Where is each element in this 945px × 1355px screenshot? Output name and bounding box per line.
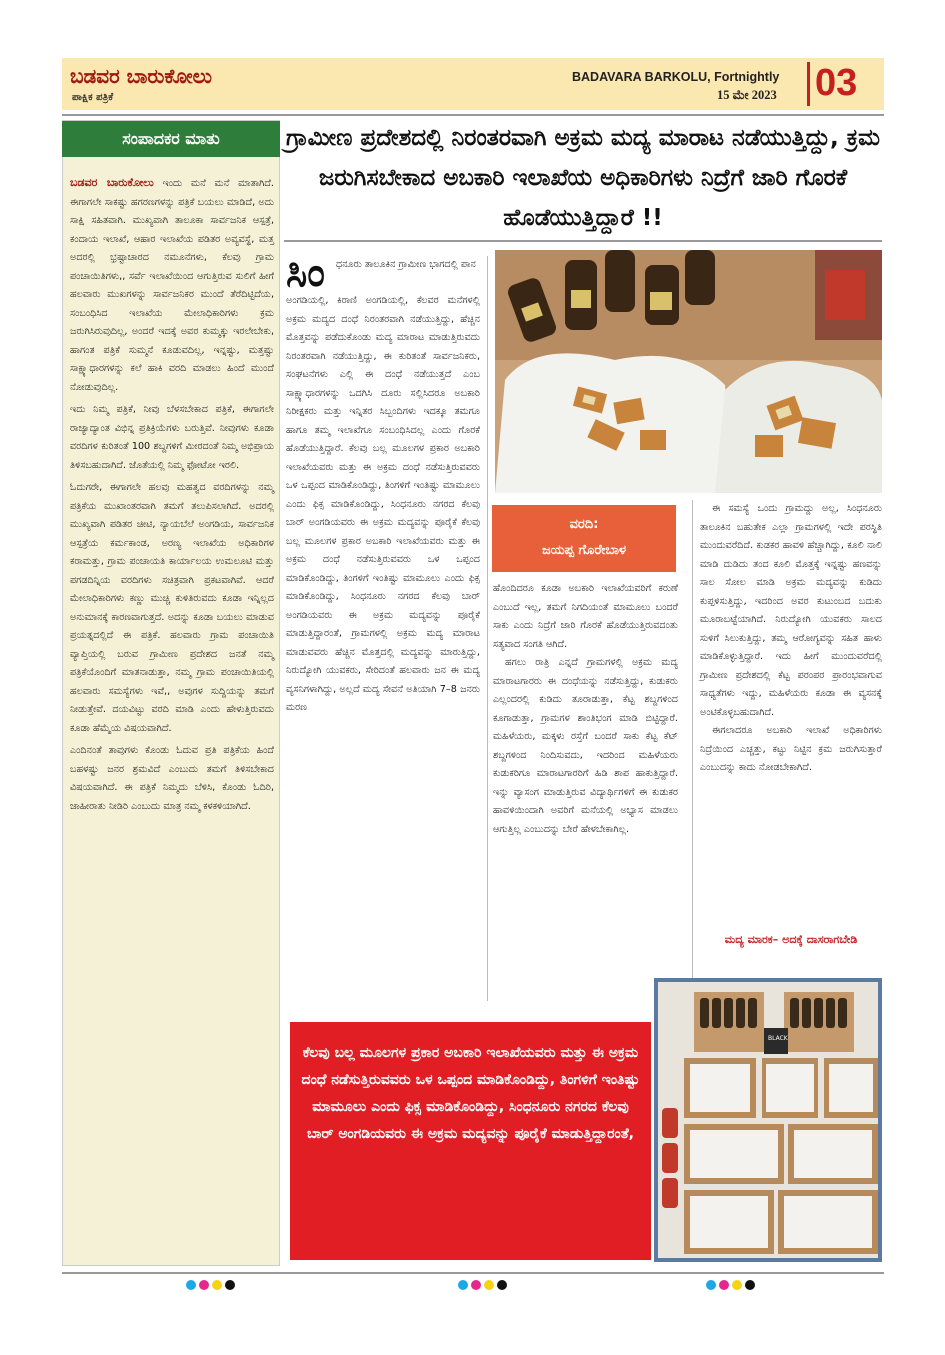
registration-dots-left	[186, 1280, 235, 1290]
registration-dot	[458, 1280, 468, 1290]
registration-dots-center	[458, 1280, 507, 1290]
article-headline: ಗ್ರಾಮೀಣ ಪ್ರದೇಶದಲ್ಲಿ ನಿರಂತರವಾಗಿ ಅಕ್ರಮ ಮದ್ಯ ಮಾರಾಟ ನಡೆಯುತ್ತಿದ್ದು, ಕ್ರಮ ಜರುಗಿಸಬೇಕಾದ ಅಬಕಾರಿ ಇಲಾಖೆಯ ಅಧಿಕಾರಿಗಳು ನಿದ್ರೆಗೆ ಜಾರಿ ಗೊರಕೆ ಹೊಡೆಯುತ್ತಿದ್ದಾರೆ !!	[286, 125, 880, 231]
article-column-3	[700, 500, 882, 778]
top-rule	[62, 114, 884, 116]
drop-cap: ಸಿಂ	[286, 250, 325, 296]
registration-dot	[497, 1280, 507, 1290]
article-paragraph: ಈಗಲಾದರೂ ಅಬಕಾರಿ ಇಲಾಖೆ ಅಧಿಕಾರಿಗಳು ನಿದ್ರೆಯಿಂದ ಎಚ್ಚತ್ತು, ಕಟ್ಟು ನಿಟ್ಟಿನ ಕ್ರಮ ಜರುಗಿಸುತ್ತಾರೆ ಎಂಬುದನ್ನು ಕಾದು ನೋಡಬೇಕಾಗಿದೆ.	[700, 725, 882, 773]
registration-dot	[186, 1280, 196, 1290]
page-number: 03	[815, 62, 858, 104]
registration-dot	[706, 1280, 716, 1290]
registration-dot	[719, 1280, 729, 1290]
registration-dot	[212, 1280, 222, 1290]
box-label: BLACK	[768, 1035, 788, 1042]
registration-dot	[225, 1280, 235, 1290]
seized-boxes-photo	[654, 978, 882, 1262]
seized-boxes-image	[654, 978, 882, 1262]
byline-box	[492, 505, 676, 572]
registration-dot	[199, 1280, 209, 1290]
headline-rule	[284, 240, 882, 242]
byline-label: ವರದಿ:	[569, 517, 599, 532]
article-paragraph: ಈ ಸಮಸ್ಯೆ ಒಂದು ಗ್ರಾಮದ್ದು ಅಲ್ಲ, ಸಿಂಧನೂರು ತಾಲೂಕಿನ ಬಹುತೇಕ ಎಲ್ಲಾ ಗ್ರಾಮಗಳಲ್ಲಿ ಇದೇ ಪರಸ್ಥಿತಿ ಮುಂದುವರೆದಿದೆ. ಕುಡಕರ ಹಾವಳಿ ಹೆಚ್ಚಾಗಿದ್ದು, ಕೂಲಿ ನಾಲಿ ಮಾಡಿ ದುಡಿದು ತಂದ ಕೂಲಿ ಮೊತ್ತಕ್ಕೆ ಇನ್ನಷ್ಟು ಹಣವನ್ನು ಸಾಲ ಸೋಲ ಮಾಡಿ ಅಕ್ರಮ ಮದ್ಯವನ್ನು ಕುಡಿದು ಕುಪ್ಪಳಿಸುತ್ತಿದ್ದು, ಇದರಿಂದ ಅವರ ಕುಟುಂಬದ ಬದುಕು ಮೂರಾಬಟ್ಟೆಯಾಗಿದೆ. ನಿರುದ್ಯೋಗಿ ಯುವಕರು ಸಾಲದ ಸುಳಿಗೆ ಸಿಲುಕುತ್ತಿದ್ದು, ತಮ್ಮ ಆರೋಗ್ಯವನ್ನು ಸಹಿತ ಹಾಳು ಮಾಡಿಕೊಳ್ಳುತ್ತಿದ್ದಾರೆ. ಇದು ಹೀಗೆ ಮುಂದುವರೆದಲ್ಲಿ ಗ್ರಾಮೀಣ ಪ್ರದೇಶದಲ್ಲಿ ಕೆಟ್ಟ ಪರಂಪರ ಪ್ರಾರಂಭವಾಗುವ ಸಾಧ್ಯತೆಗಳು ಇದ್ದು, ಮಹಿಳೆಯರು ಕೂಡಾ ಈ ವ್ಯಸನಕ್ಕೆ ಅಂಟಿಕೊಳ್ಳಬಹುದಾಗಿದೆ.	[700, 503, 882, 718]
bottom-rule	[62, 1272, 884, 1274]
seized-liquor-photo	[495, 250, 882, 493]
seized-liquor-image	[495, 250, 882, 493]
editorial-paragraph: ಎಂದಿನಂತೆ ತಾವುಗಳು ಕೊಂಡು ಓದುವ ಪ್ರತಿ ಪತ್ರಿಕೆಯ ಹಿಂದೆ ಬಹಳಷ್ಟು ಜನರ ಶ್ರಮವಿದೆ ಎಂಬುದು ತಮಗೆ ತಿಳಿಸಬೇಕಾದ ವಿಷಯವಾಗಿದೆ. ಈ ಪತ್ರಿಕೆ ನಿಮ್ಮದು ಬೆಳಿಸಿ, ಕೊಂಡು ಓದಿರಿ, ಜಾಹೀರಾತು ನೀಡಿರಿ ಎಂಬುದು ಮಾತ್ರ ನಮ್ಮ ಕಳಕಳಿಯಾಗಿದೆ.	[70, 745, 274, 812]
registration-dots-right	[706, 1280, 755, 1290]
article-paragraph: ಹೊಂದಿದರೂ ಕೂಡಾ ಅಬಕಾರಿ ಇಲಾಖೆಯವರಿಗೆ ಕರುಣೆ ಎಂಬುದೆ ಇಲ್ಲ, ತಮಗೆ ನಿಗದಿಯಂತೆ ಮಾಮೂಲು ಬಂದರೆ ಸಾಕು ಎಂದು ನಿದ್ರೆಗೆ ಜಾರಿ ಗೊರಕೆ ಹೊಡೆಯುತ್ತಿರುವದಂತು ಸತ್ಯವಾದ ಸಂಗತಿ ಆಗಿದೆ.	[493, 583, 678, 650]
issue-date: 15 ಮೇ 2023	[717, 88, 777, 102]
newspaper-english-name: BADAVARA BARKOLU, Fortnightly	[572, 70, 780, 84]
article-column-1: ಅಂಗಡಿಯಲ್ಲಿ, ಕಿರಾಣಿ ಅಂಗಡಿಯಲ್ಲಿ, ಕೆಲವರ ಮನೆಗಳಲ್ಲಿ ಅಕ್ರಮ ಮದ್ಯದ ದಂಧೆ ನಿರಂತರವಾಗಿ ನಡೆಯುತ್ತಿದ್ದು, ಹೆಚ್ಚಿನ ಮೊತ್ತವನ್ನು ಪಡೆದುಕೊಂಡು ಮದ್ಯ ಮಾರಾಟ ಮಾಡುತ್ತಿರುವದು ನಿರಂತರವಾಗಿ ನಡೆಯುತ್ತಿದ್ದು, ಈ ಕುರಿತಂತೆ ಸಾರ್ವಜನಿಕರು, ಸಂಘಟನೆಗಳು ಎಲ್ಲಿ ಈ ದಂಧೆ ನಡೆಯುತ್ತದೆ ಎಂಬ ಸಾಕ್ಷ್ಯಾಧಾರಗಳನ್ನು ಒದಗಿಸಿ ದೂರು ಸಲ್ಲಿಸಿದರೂ ಅಬಕಾರಿ ನಿರೀಕ್ಷಕರು ಮತ್ತು ಇನ್ನಿತರ ಸಿಬ್ಬಂದಿಗಳು ಇದಕ್ಕೂ ತಮಗೂ ಹಾಗೂ ತಮ್ಮ ಇಲಾಖೆಗೂ ಸಂಬಂಧಿಸಿದಲ್ಲ ಎಂದು ಗೊರಕೆ ಹೊಡೆಯುತ್ತಿದ್ದಾರೆ. ಕೆಲವು ಬಲ್ಲ ಮೂಲಗಳ ಪ್ರಕಾರ ಅಬಕಾರಿ ಇಲಾಖೆಯವರು ಮತ್ತು ಈ ಅಕ್ರಮ ದಂಧೆ ನಡೆಸುತ್ತಿರುವವರು ಒಳ ಒಪ್ಪಂದ ಮಾಡಿಕೊಂಡಿದ್ದು, ತಿಂಗಳಿಗೆ ಇಂತಿಷ್ಟು ಮಾಮೂಲು ಎಂದು ಫಿಕ್ಸ ಮಾಡಿಕೊಂಡಿದ್ದು, ಸಿಂಧನೂರು ನಗರದ ಕೆಲವು ಬಾರ್ ಅಂಗಡಿಯವರು ಈ ಅಕ್ರಮ ಮದ್ಯವನ್ನು ಪೂರೈಕೆ ಕೆಲವು ಬಲ್ಲ ಮೂಲಗಳ ಪ್ರಕಾರ ಅಬಕಾರಿ ಇಲಾಖೆಯವರು ಮತ್ತು ಈ ಅಕ್ರಮ ದಂಧೆ ನಡೆಸುತ್ತಿರುವವರು ಒಳ ಒಪ್ಪಂದ ಮಾಡಿಕೊಂಡಿದ್ದು, ತಿಂಗಳಿಗೆ ಇಂತಿಷ್ಟು ಮಾಮೂಲು ಎಂದು ಫಿಕ್ಸ ಮಾಡಿಕೊಂಡಿದ್ದು, ಸಿಂಧನೂರು ನಗರದ ಕೆಲವು ಬಾರ್ ಅಂಗಡಿಯವರು ಈ ಅಕ್ರಮ ಮದ್ಯವನ್ನು ಪೂರೈಕೆ ಮಾಡುತ್ತಿದ್ದಾರಂತೆ, ಗ್ರಾಮಗಳಲ್ಲಿ ಅಕ್ರಮ ಮದ್ಯ ಮಾರಾಟ ಮಾಡುವವರು ಹೆಚ್ಚಿನ ಮೊತ್ತದಲ್ಲಿ ಮದ್ಯವನ್ನು ಮಾರುತ್ತಿದ್ದು, ನಿರುದ್ಯೋಗಿ ಯುವಕರು, ಸೇರಿದಂತೆ ಹಲವಾರು ಜನ ಈ ಮದ್ಯ ವ್ಯಸನಿಗಳಾಗಿದ್ದು, ಅಲ್ಲದೆ ಮದ್ಯ ಸೇವನೆ ಅತಿಯಾಗಿ 7–8 ಜನರು ಮರಣ	[286, 295, 480, 713]
editorial-lead: ಬಡವರ ಬಾರುಕೋಲು	[70, 176, 154, 189]
article-column-1-top: ಧನೂರು ತಾಲೂಕಿನ ಗ್ರಾಮೀಣ ಭಾಗದಲ್ಲಿ ಪಾನ	[336, 259, 476, 270]
editorial-text	[70, 174, 274, 820]
registration-dot	[484, 1280, 494, 1290]
pullquote-text: ಕೆಲವು ಬಲ್ಲ ಮೂಲಗಳ ಪ್ರಕಾರ ಅಬಕಾರಿ ಇಲಾಖೆಯವರು ಮತ್ತು ಈ ಅಕ್ರಮ ದಂಧೆ ನಡೆಸುತ್ತಿರುವವರು ಒಳ ಒಪ್ಪಂದ ಮಾಡಿಕೊಂಡಿದ್ದು, ತಿಂಗಳಿಗೆ ಇಂತಿಷ್ಟು ಮಾಮೂಲು ಎಂದು ಫಿಕ್ಸ ಮಾಡಿಕೊಂಡಿದ್ದು, ಸಿಂಧನೂರು ನಗರದ ಕೆಲವು ಬಾರ್ ಅಂಗಡಿಯವರು ಈ ಅಕ್ರಮ ಮದ್ಯವನ್ನು ಪೂರೈಕೆ ಮಾಡುತ್ತಿದ್ದಾರಂತೆ,	[301, 1045, 640, 1142]
newspaper-subtitle: ಪಾಕ್ಷಿಕ ಪತ್ರಿಕೆ	[72, 92, 114, 103]
column-rule	[487, 256, 488, 1001]
byline-name: ಜಯಪ್ಪ ಗೊರೇಬಾಳ	[541, 543, 627, 558]
article-paragraph: ಹಗಲು ರಾತ್ರಿ ಎನ್ನದೆ ಗ್ರಾಮಗಳಲ್ಲಿ ಅಕ್ರಮ ಮದ್ಯ ಮಾರಾಟಗಾರರು ಈ ದಂಧೆಯನ್ನು ನಡೆಸುತ್ತಿದ್ದು, ಕುಡುಕರು ಎಲ್ಲಂದರಲ್ಲಿ ಕುಡಿದು ತೂರಾಡುತ್ತಾ, ಕೆಟ್ಟ ಶಬ್ದಗಳಿಂದ ಕೂಗಾಡುತ್ತಾ, ಗ್ರಾಮಗಳ ಶಾಂತಿಭಂಗ ಮಾಡಿ ಬಿಟ್ಟಿದ್ದಾರೆ. ಮಹಿಳೆಯರು, ಮಕ್ಕಳು ರಸ್ತೆಗೆ ಬಂದರೆ ಸಾಕು ಕೆಟ್ಟ ಕೆಟ್ ಶಬ್ದಗಳಿಂದ ನಿಂದಿಸುವದು, ಇದರಿಂದ ಮಹಿಳೆಯರು ಕುಡುಕರಿಗೂ ಮಾರಾಟಗಾರರಿಗೆ ಹಿಡಿ ಶಾಪ ಹಾಕುತ್ತಿದ್ದಾರೆ. ಇನ್ನು ವ್ಯಾಸಂಗ ಮಾಡುತ್ತಿರುವ ವಿದ್ಯಾರ್ಥಿಗಳಿಗೆ ಈ ಕುಡುಕರ ಹಾವಳಿಯಿಂದಾಗಿ ಅವರಿಗೆ ಮನೆಯಲ್ಲಿ ಅಭ್ಯಾಸ ಮಾಡಲು ಆಗುತ್ತಿಲ್ಲ ಎಂಬುದನ್ನು ಬೇರೆ ಹೇಳಬೇಕಾಗಿಲ್ಲ.	[493, 657, 678, 835]
editorial-paragraph: ಇದು ನಿಮ್ಮ ಪತ್ರಿಕೆ, ನೀವು ಬೆಳಸಬೇಕಾದ ಪತ್ರಿಕೆ, ಈಗಾಗಲೇ ರಾಜ್ಯಾದ್ಯಾಂತ ವಿಭಿನ್ನ ಪ್ರತಿಕ್ರಿಯೆಗಳು ಬರುತ್ತಿವೆ. ನೀವುಗಳು ಕೂಡಾ ವರದಿಗಳ ಕುರಿತಂತೆ 100 ಶಬ್ದಗಳಿಗೆ ಮೀರದಂತೆ ನಿಮ್ಮ ಅಭಿಪ್ರಾಯ ತಿಳಿಸಬಹುದಾಗಿದೆ. ಜೊತೆಯಲ್ಲಿ ನಿಮ್ಮ ಫೋಟೋ ಇರಲಿ.	[70, 404, 274, 471]
registration-dot	[745, 1280, 755, 1290]
newspaper-title: ಬಡವರ ಬಾರುಕೋಲು	[70, 64, 212, 88]
editorial-paragraph: ಓದುಗರೇ, ಈಗಾಗಲೇ ಹಲವು ಮಹತ್ವದ ವರದಿಗಳನ್ನು ನಮ್ಮ ಪತ್ರಿಕೆಯ ಮುಖಾಂತರವಾಗಿ ತಮಗೆ ತಲುಪಿಸಲಾಗಿದೆ. ಅದರಲ್ಲಿ ಮುಖ್ಯವಾಗಿ ಪಡಿತರ ಚೀಟಿ, ನ್ಯಾಯಬೆಲೆ ಅಂಗಡಿಯ, ಸಾರ್ವಜನಿಕ ಆಸ್ಪತ್ರೆಯ ಕರ್ಮಕಾಂಡ, ಅರಣ್ಯ ಇಲಾಖೆಯ ಅಧಿಕಾರಿಗಳ ಕರಾಮತ್ತು, ಗ್ರಾಮ ಪಂಚಾಯತಿ ಕಾರ್ಯಾಲಯ ಉಮಲೂಟಿ ಮತ್ತು ಪಗಡದಿನ್ನಿಯ ವರದಿಗಳು ಸಚಿತ್ರವಾಗಿ ಪ್ರಕಟವಾಗಿವೆ. ಆದರೆ ಮೇಲಾಧಿಕಾರಿಗಳು ಕಣ್ಣು ಮುಚ್ಚಿ ಕುಳಿತಿರುವದು ಕೂಡಾ ಇನ್ನಿಲ್ಲದ ಅನುಮಾನಕ್ಕೆ ಕಾರಣವಾಗುತ್ತದೆ. ಅದನ್ನು ಕೂಡಾ ಬಯಲು ಮಾಡುವ ಪ್ರಯತ್ನದಲ್ಲಿದೆ ಈ ಪತ್ರಿಕೆ. ಹಲವಾರು ಗ್ರಾಮ ಪಂಚಾಯಿತಿ ವ್ಯಾಪ್ತಿಯಲ್ಲಿ ಬರುವ ಗ್ರಾಮೀಣ ಪ್ರದೇಶದ ಜನತೆ ನಮ್ಮ ಪತ್ರಿಕೆಯೊಂದಿಗೆ ಮಾತನಾಡುತ್ತಾ, ನಮ್ಮ ಗ್ರಾಮ ಪಂಚಾಯಿತಿಯಲ್ಲಿ ಹಲವಾರು ಸಮಸ್ಯೆಗಳು ಇವೆ,, ಅವುಗಳ ಸುದ್ದಿಯನ್ನು ತಮಗೆ ನೀಡುತ್ತೇವೆ. ದಯವಿಟ್ಟು ವರದಿ ಮಾಡಿ ಎಂದು ಹೇಳುತ್ತಿರುವದು ಕೂಡಾ ಹೆಮ್ಮೆಯ ವಿಷಯವಾಗಿದೆ.	[70, 482, 274, 734]
masthead-divider	[807, 62, 810, 106]
column-rule	[692, 500, 693, 990]
article-signoff: ಮದ್ಯ ಮಾರಕ– ಅದಕ್ಕೆ ದಾಸರಾಗಬೇಡಿ	[724, 933, 858, 946]
registration-dot	[732, 1280, 742, 1290]
registration-dot	[471, 1280, 481, 1290]
editorial-paragraph: ಇಂದು ಮನೆ ಮನೆ ಮಾತಾಗಿದೆ. ಈಗಾಗಲೇ ಸಾಕಷ್ಟು ಹಗರಣಗಳನ್ನು ಪತ್ರಿಕೆ ಬಯಲು ಮಾಡಿದೆ, ಅದು ಸಾಕ್ಷಿ ಸಹಿತವಾಗಿ. ಮುಖ್ಯವಾಗಿ ತಾಲೂಕಾ ಸಾರ್ವಜನಿಕ ಆಸ್ಪತ್ರೆ, ಕಂದಾಯ ಇಲಾಖೆ, ಆಹಾರ ಇಲಾಖೆಯ ಪಡಿತರ ಅವ್ಯವಸ್ಥೆ, ಮತ್ತ ಅದರಲ್ಲಿ ಭ್ರಷ್ಟಾಚಾರದ ನಮೂನೆಗಳು, ಕೆಲವು ಗ್ರಾಮ ಪಂಚಾಯಿತಿಗಳು,, ಸರ್ವೆ ಇಲಾಖೆಯಿಂದ ಆಗುತ್ತಿರುವ ಸುಲಿಗೆ ಹೀಗೆ ಹಲವಾರು ಮುಖಗಳನ್ನು ಸಾರ್ವಜನಿಕರ ಮುಂದೆ ತೆರೆದಿಟ್ಟಿದೆಯ, ಸಂಬಂಧಿಸಿದ ಇಲಾಖೆಯ ಮೇಲಾಧಿಕಾರಿಗಳು ಕ್ರಮ ಜರುಗಿಸಿರುವುದಿಲ್ಲ, ಅಂದರೆ ಇದಕ್ಕೆ ಅವರ ಕುಮ್ಮಕ್ಕು ಇರಲೇಬೇಕು, ಹಾಗಂತ ಪತ್ರಿಕೆ ಸುಮ್ಮನೆ ಕೂಡುವದಿಲ್ಲ, ಇನ್ನಷ್ಟು, ಮತ್ತಷ್ಟು ಸಾಕ್ಷ್ಯಾಧಾರಗಳನ್ನು ಕಲೆ ಹಾಕಿ ವರದಿ ಮಾಡಲು ಹಿಂದೆ ಮುಂದೆ ನೋಡುವುದಿಲ್ಲ.	[70, 178, 274, 393]
article-column-2	[493, 580, 678, 839]
editorial-heading: ಸಂಪಾದಕರ ಮಾತು	[62, 121, 280, 157]
